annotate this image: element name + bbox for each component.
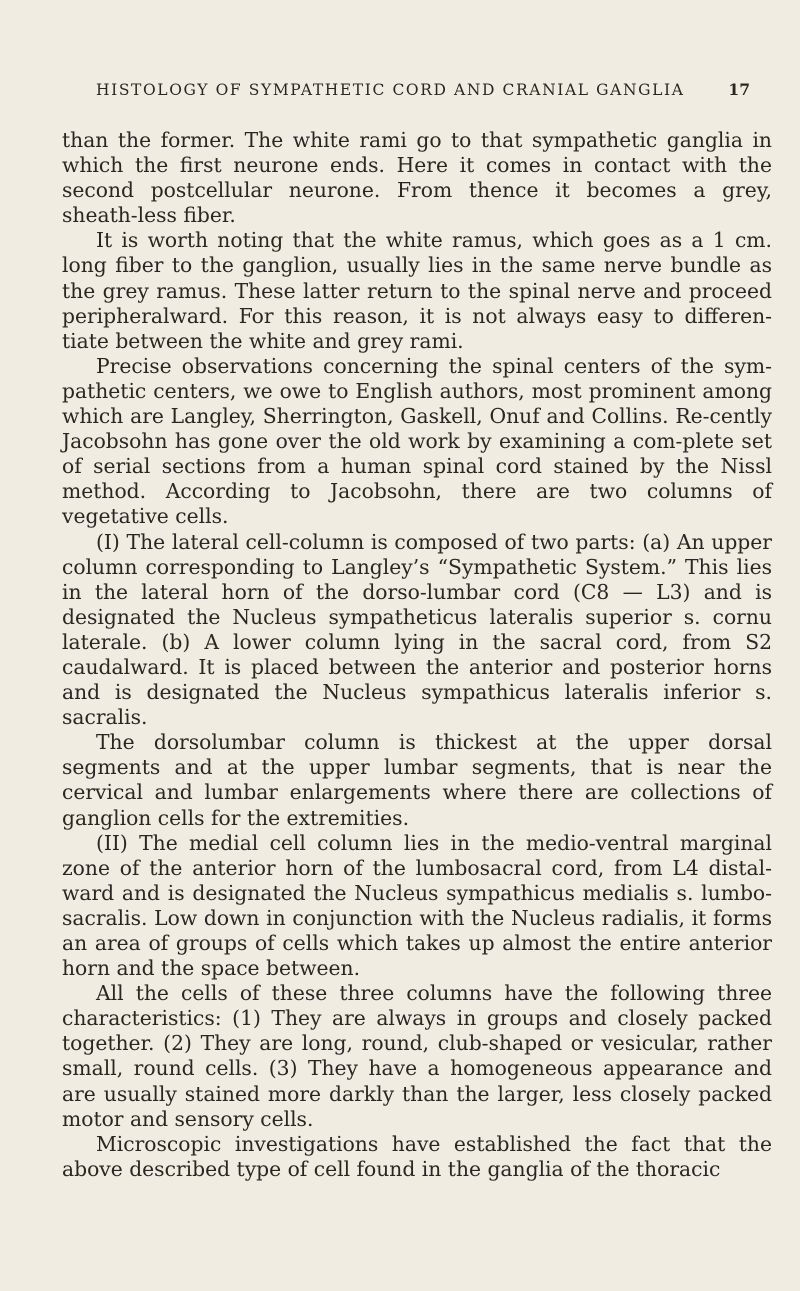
body-text <box>62 128 772 1182</box>
paragraph-continuation: than the former. The white rami go to that sympathetic ganglia in which the first neurone ends. Here it comes in contact with the second postcellular neurone. From thence it becomes a grey, sheath-less fiber. <box>62 128 772 228</box>
paragraph: All the cells of these three columns have the following three characteristics: (1) They are always in groups and closely packed together. (2) They are long, round, club-shaped or vesicular, rather small, round cells. (3) They have a homogeneous appearance and are usually stained more darkly than the larger, less closely packed motor and sensory cells. <box>62 981 772 1131</box>
running-title: HISTOLOGY OF SYMPATHETIC CORD AND CRANIAL GANGLIA <box>96 81 685 99</box>
paragraph: (II) The medial cell column lies in the medio-ventral marginal zone of the anterior horn of the lumbosacral cord, from L4 distal-ward and is designated the Nucleus sympathicus medialis s. lumbo-sacralis. Low down in conjunction with the Nucleus radialis, it forms an area of groups of cells which takes up almost the entire anterior horn and the space between. <box>62 830 772 981</box>
page-number: 17 <box>728 80 750 99</box>
paragraph: Microscopic investigations have established the fact that the above described type of cell found in the ganglia of the thoracic <box>62 1131 772 1181</box>
paragraph: (I) The lateral cell-column is composed of two parts: (a) An upper column corresponding to Langley’s “Sympathetic System.” This lies in the lateral horn of the dorso-lumbar cord (C8 — L3) and is designated the Nucleus sympatheticus lateralis superior s. cornu laterale. (b) A lower column lying in the sacral cord, from S2 caudalward. It is placed between the anterior and posterior horns and is designated the Nucleus sympathicus lateralis inferior s. sacralis. <box>62 529 772 730</box>
paragraph: The dorsolumbar column is thickest at the upper dorsal segments and at the upper lumbar segments, that is near the cervical and lumbar enlargements where there are collections of ganglion cells for the extremities. <box>62 730 772 830</box>
running-header <box>96 80 750 99</box>
paragraph: It is worth noting that the white ramus, which goes as a 1 cm. long fiber to the ganglion, usually lies in the same nerve bundle as the grey ramus. These latter return to the spinal nerve and proceed peripheralward. For this reason, it is not always easy to differen-tiate between the white and grey rami. <box>62 228 772 353</box>
paragraph: Precise observations concerning the spinal centers of the sym-pathetic centers, we owe to English authors, most prominent among which are Langley, Sherrington, Gaskell, Onuf and Collins. Re-cently Jacobsohn has gone over the old work by examining a com-plete set of serial sections from a human spinal cord stained by the Nissl method. According to Jacobsohn, there are two columns of vegetative cells. <box>62 353 772 529</box>
